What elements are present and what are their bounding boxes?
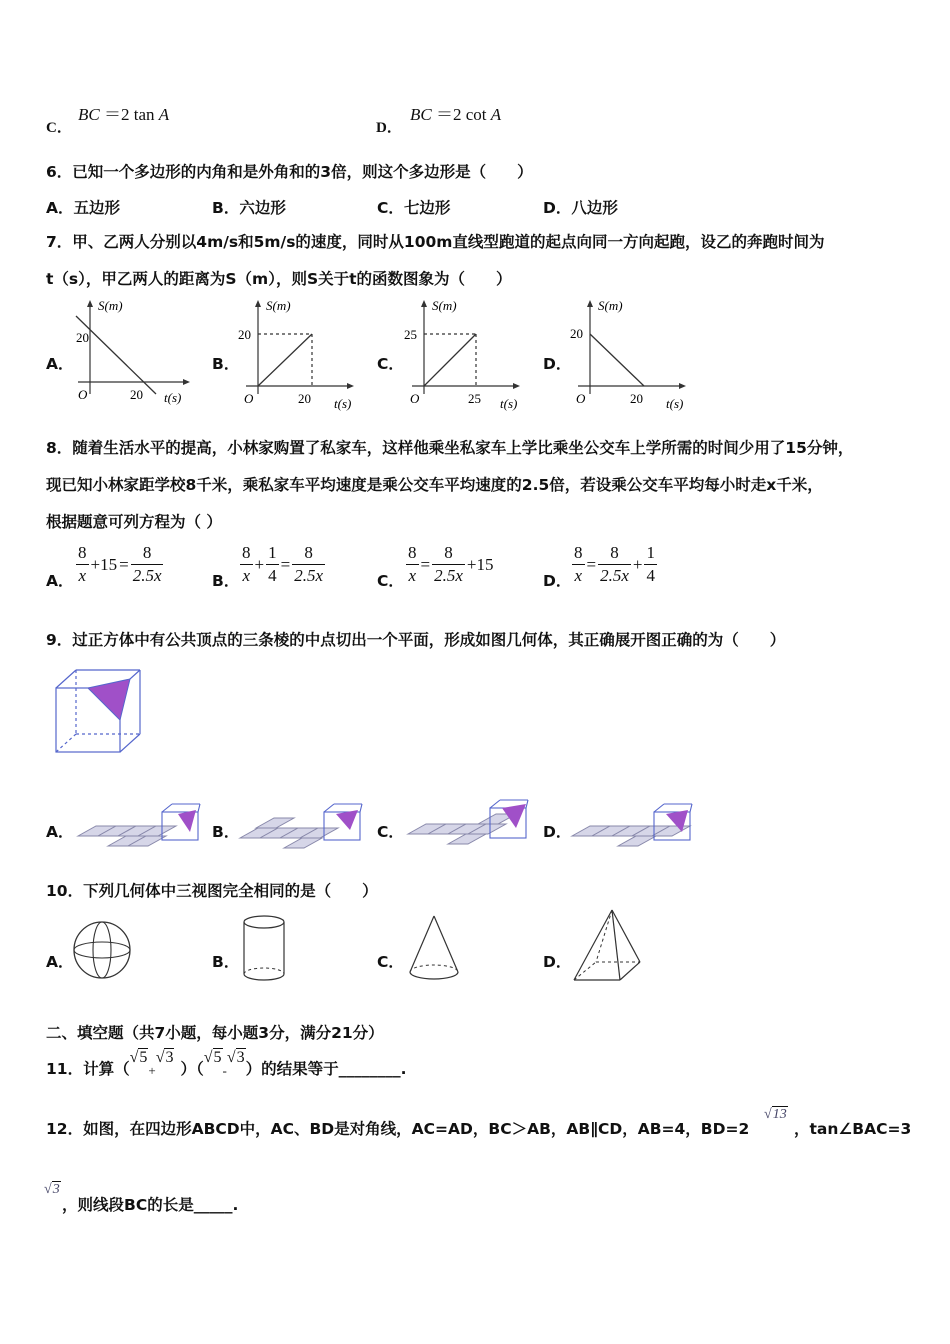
q7-option-b-label[interactable]: B．	[212, 355, 240, 373]
q7-b-axis-y: S(m)	[266, 298, 291, 313]
q9-option-c-label[interactable]: C．	[377, 823, 404, 841]
q8-option-b-equation[interactable]: $\frac{8}{x}$ + $\frac{1}{4}$ = $\frac{8}{2.5x}$	[242, 543, 323, 585]
q9-net-d[interactable]	[568, 798, 698, 858]
q10-option-d-label[interactable]: D．	[543, 953, 572, 971]
q5-option-d-label: D．	[376, 120, 402, 136]
q7-graph-c[interactable]	[402, 296, 524, 414]
q7-d-axis-x: t(s)	[666, 396, 684, 411]
q7-a-origin: O	[78, 387, 88, 402]
q12-sqrt13: √13	[764, 1107, 787, 1122]
q8-option-d-equation[interactable]: $\frac{8}{x}$ = $\frac{8}{2.5x}$ + $\frac{1}{4}$	[574, 543, 655, 585]
q10-cylinder-figure[interactable]	[238, 912, 290, 986]
q10-option-c-label[interactable]: C．	[377, 953, 404, 971]
q7-d-axis-y: S(m)	[598, 298, 623, 313]
q7-a-axis-x: t(s)	[164, 390, 182, 405]
q8-option-c-equation[interactable]: $\frac{8}{x}$ = $\frac{8}{2.5x}$ +15	[408, 543, 494, 585]
q7-graph-a[interactable]	[72, 296, 194, 414]
q8-option-b-label[interactable]: B．	[212, 572, 240, 590]
q6-option-c[interactable]: C．七边形	[377, 199, 451, 217]
q9-net-c[interactable]	[404, 796, 534, 856]
q7-d-origin: O	[576, 391, 586, 406]
q6-option-d[interactable]: D．八边形	[543, 199, 618, 217]
q9-option-d-label[interactable]: D．	[543, 823, 572, 841]
q5-option-c-expr: BC ＝2 tan A	[78, 105, 170, 124]
q8-stem-line2: 现已知小林家距学校8千米，乘私家车平均速度是乘公交车平均速度的2.5倍，若设乘公交车平均每小时走x千米，	[46, 476, 823, 494]
q7-graph-b[interactable]	[236, 296, 358, 414]
q8-stem-line1: 8．随着生活水平的提高，小林家购置了私家车，这样他乘坐私家车上学比乘坐公交车上学所需的时间少用了15分钟，	[46, 439, 854, 457]
q8-option-c-label[interactable]: C．	[377, 572, 404, 590]
q9-option-b-label[interactable]: B．	[212, 823, 240, 841]
q12-stem-line2: ，则线段BC的长是_____.	[62, 1196, 239, 1214]
q10-stem: 10．下列几何体中三视图完全相同的是（ ）	[46, 882, 378, 900]
q7-a-axis-y: S(m)	[98, 298, 123, 313]
q10-pyramid-figure[interactable]	[568, 906, 644, 986]
q7-stem-line2: t（s），甲乙两人的距离为S（m），则S关于t的函数图象为（ ）	[46, 270, 512, 288]
q7-graph-d[interactable]	[568, 296, 692, 414]
q7-d-y-tick: 20	[570, 326, 583, 341]
q5-option-d-expr: BC ＝2 cot A	[410, 105, 502, 124]
q7-a-y-tick: 20	[76, 330, 89, 345]
q5-option-c-label: C．	[46, 120, 72, 136]
section2-heading: 二、填空题（共7小题，每小题3分，满分21分）	[46, 1024, 384, 1042]
q7-c-x-tick: 25	[468, 391, 481, 406]
q9-cut-cube-figure	[50, 664, 146, 758]
q7-option-c-label[interactable]: C．	[377, 355, 404, 373]
q7-option-d-label[interactable]: D．	[543, 355, 572, 373]
q8-stem-line3: 根据题意可列方程为（ ）	[46, 513, 222, 531]
q9-stem: 9．过正方体中有公共顶点的三条棱的中点切出一个平面，形成如图几何体，其正确展开图正确的为（ ）	[46, 631, 786, 649]
q6-option-b[interactable]: B．六边形	[212, 199, 286, 217]
q7-c-y-tick: 25	[404, 327, 417, 342]
q7-b-y-tick: 20	[238, 327, 251, 342]
q8-option-d-label[interactable]: D．	[543, 572, 572, 590]
q7-b-origin: O	[244, 391, 254, 406]
q9-option-a-label[interactable]: A．	[46, 823, 74, 841]
q8-option-a-equation[interactable]: $\frac{8}{x}$ +15 = $\frac{8}{2.5x}$	[78, 543, 162, 585]
q10-option-a-label[interactable]: A．	[46, 953, 74, 971]
q8-option-a-label[interactable]: A．	[46, 572, 74, 590]
q7-stem-line1: 7．甲、乙两人分别以4m/s和5m/s的速度，同时从100m直线型跑道的起点向同一方向起跑，设乙的奔跑时间为	[46, 233, 825, 251]
q7-b-x-tick: 20	[298, 391, 311, 406]
q6-option-a[interactable]: A．五边形	[46, 199, 121, 217]
q10-cone-figure[interactable]	[404, 912, 464, 986]
q9-net-a[interactable]	[74, 798, 204, 858]
q11-stem: 11．计算（ √5 + √3 ）（ √5 - √3 ）的结果等于________.	[46, 1049, 407, 1078]
q12-sqrt3: √3	[44, 1182, 60, 1197]
q9-net-b[interactable]	[236, 798, 366, 858]
q12-stem-line1: 12．如图，在四边形ABCD中，AC、BD是对角线，AC=AD，BC＞AB，AB∥CD，AB=4，BD=2	[46, 1120, 750, 1138]
q7-c-axis-x: t(s)	[500, 396, 518, 411]
q7-d-x-tick: 20	[630, 391, 643, 406]
q7-option-a-label[interactable]: A．	[46, 355, 74, 373]
q7-a-x-tick: 20	[130, 387, 143, 402]
q7-b-axis-x: t(s)	[334, 396, 352, 411]
q7-c-axis-y: S(m)	[432, 298, 457, 313]
q10-option-b-label[interactable]: B．	[212, 953, 240, 971]
q7-c-origin: O	[410, 391, 420, 406]
q10-sphere-figure[interactable]	[70, 918, 136, 984]
q6-stem: 6．已知一个多边形的内角和是外角和的3倍，则这个多边形是（ ）	[46, 163, 533, 181]
q12-tan-part: ，tan∠BAC=3	[794, 1120, 912, 1138]
